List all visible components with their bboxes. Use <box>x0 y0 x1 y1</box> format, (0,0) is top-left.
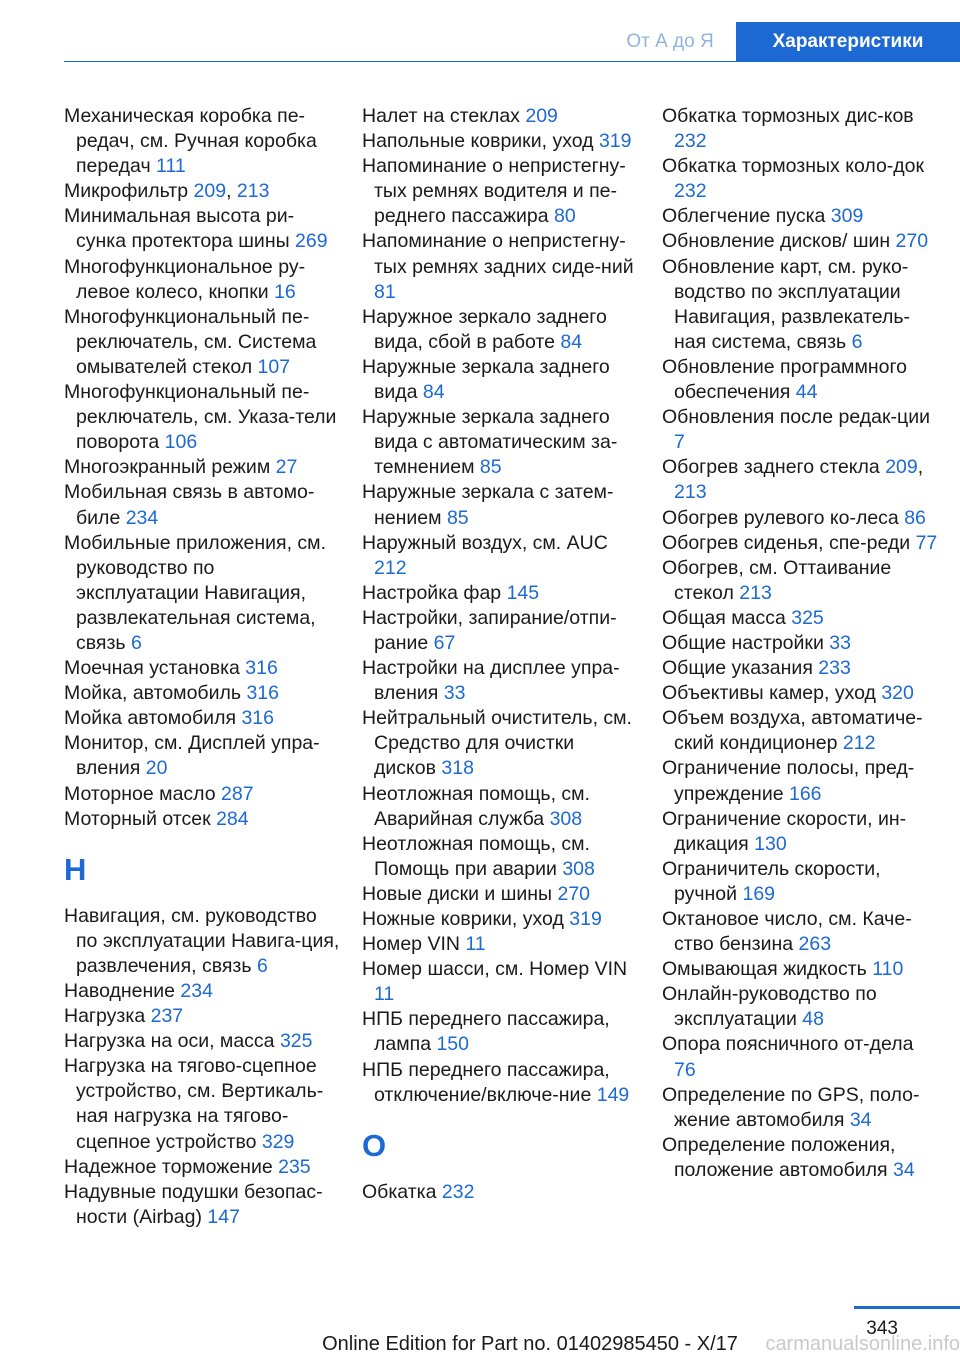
page-link[interactable]: 316 <box>246 682 279 705</box>
index-entry <box>662 807 938 857</box>
page-link[interactable]: 269 <box>295 230 328 253</box>
page-link[interactable]: 309 <box>830 205 864 228</box>
page-link[interactable]: 325 <box>279 1030 313 1053</box>
index-term: Надувные подушки безопас-ности (Airbag) <box>64 1180 323 1228</box>
index-entry <box>362 1058 638 1108</box>
page-link[interactable]: 84 <box>560 330 583 353</box>
page-link[interactable]: 111 <box>156 155 186 178</box>
index-term: Мобильные приложения, см. руководство по эксплуатации Навигация, развлекательная система, связь <box>64 531 326 654</box>
watermark: carmanualsonline.info <box>765 1333 960 1355</box>
index-term: Ограничение полосы, пред-упреждение <box>662 757 915 805</box>
index-entry <box>362 154 638 229</box>
index-term: Нагрузка на оси, масса <box>64 1030 280 1053</box>
index-entry <box>64 1180 340 1230</box>
index-term: НПБ переднего пассажира, отключение/включе-ние <box>362 1058 610 1106</box>
header-tab-a-to-z[interactable]: От А до Я <box>626 31 714 52</box>
index-entry <box>362 832 638 882</box>
index-entry <box>662 104 938 154</box>
index-entry <box>662 681 938 706</box>
index-entry <box>362 1007 638 1057</box>
page-link[interactable]: 316 <box>245 657 278 680</box>
index-term: Минимальная высота ри-сунка протектора шины <box>64 205 296 253</box>
index-term: Обновления после редак-ции <box>662 406 930 429</box>
index-entry <box>362 104 638 129</box>
page-link[interactable]: 27 <box>275 456 298 479</box>
index-entry <box>662 355 938 405</box>
index-entry <box>662 1083 938 1133</box>
page-separator: , <box>226 180 237 203</box>
index-entry <box>662 506 938 531</box>
page-link[interactable]: 11 <box>374 983 395 1006</box>
page-link[interactable]: 130 <box>754 832 787 855</box>
index-entry <box>362 405 638 480</box>
index-entry <box>662 857 938 907</box>
index-entry <box>362 907 638 932</box>
index-entry <box>662 706 938 756</box>
page-link[interactable]: 232 <box>674 130 707 153</box>
page-link[interactable]: 270 <box>895 230 929 253</box>
page-link[interactable]: 209 <box>885 456 918 479</box>
page-link[interactable]: 212 <box>842 732 876 755</box>
index-term: Ограничитель скорости, ручной <box>662 857 881 905</box>
page-link[interactable]: 7 <box>674 431 685 454</box>
index-entry <box>662 756 938 806</box>
page-link[interactable]: 80 <box>554 205 576 228</box>
page-link[interactable]: 232 <box>441 1180 475 1203</box>
index-entry <box>662 455 938 505</box>
page-link[interactable]: 325 <box>791 606 824 629</box>
page-link[interactable]: 209 <box>525 105 558 127</box>
page-link[interactable]: 33 <box>443 682 466 705</box>
index-term: Объективы камер, уход <box>662 682 882 705</box>
index-entry <box>64 782 340 807</box>
index-entry <box>362 305 638 355</box>
index-term: Многофункциональное ру-левое колесо, кнопки <box>64 255 306 303</box>
index-term: Облегчение пуска <box>662 205 831 228</box>
index-term: Мойка автомобиля <box>64 707 242 730</box>
index-term: Октановое число, см. Каче-ство бензина <box>662 908 912 956</box>
index-entry <box>362 129 638 154</box>
index-term: Напоминание о непристегну-тых ремнях задних сиде-ний <box>362 230 634 278</box>
index-term: Обновление программного обеспечения <box>662 355 908 404</box>
index-term: НПБ переднего пассажира, лампа <box>362 1008 610 1056</box>
page-link[interactable]: 169 <box>742 882 776 905</box>
index-entry <box>362 606 638 656</box>
index-term: Определение положения, положение автомобиля <box>662 1133 896 1181</box>
page-link[interactable]: 320 <box>881 682 914 705</box>
index-entry <box>662 982 938 1032</box>
index-entry <box>362 531 638 581</box>
index-term: Обкатка тормозных коло-док <box>662 155 925 178</box>
index-term: Неотложная помощь, см. Помощь при аварии <box>362 832 590 880</box>
page-link[interactable]: 232 <box>674 180 707 203</box>
page-link[interactable]: 77 <box>915 531 938 554</box>
page-link[interactable]: 11 <box>465 933 486 956</box>
section-header <box>0 22 960 62</box>
index-term: Обновление дисков/ шин <box>662 230 896 253</box>
page-link[interactable]: 6 <box>256 954 268 977</box>
index-term: Навигация, см. руководство по эксплуатации Навига-ция, развлечения, связь <box>64 904 340 977</box>
page-link[interactable]: 209 <box>193 180 227 203</box>
page-link[interactable]: 48 <box>802 1008 824 1031</box>
index-term: Напольные коврики, уход <box>362 130 599 153</box>
index-entry <box>662 154 938 204</box>
page-number: 343 <box>866 1318 898 1339</box>
index-term: Наружный воздух, см. AUC <box>362 531 608 554</box>
page-link[interactable]: 308 <box>562 857 595 880</box>
page-link[interactable]: 16 <box>274 280 296 303</box>
index-term: Обогрев рулевого ко-леса <box>662 506 905 529</box>
page-link[interactable]: 287 <box>221 782 254 805</box>
page-link[interactable]: 213 <box>674 481 707 504</box>
page-link[interactable]: 318 <box>441 757 474 780</box>
index-term: Обогрев сиденья, спе-реди <box>662 531 916 554</box>
page-link[interactable]: 106 <box>164 431 198 454</box>
index-entry <box>362 1180 638 1205</box>
index-entry <box>64 255 340 305</box>
page-link[interactable]: 84 <box>422 381 445 404</box>
index-term: Опора поясничного от-дела <box>662 1033 914 1056</box>
index-entry <box>662 1032 938 1082</box>
page-link[interactable]: 86 <box>904 506 926 529</box>
index-term: Определение по GPS, поло-жение автомобиля <box>662 1083 920 1131</box>
index-term: Напоминание о непристегну-тых ремнях водителя и пе-реднего пассажира <box>362 155 626 228</box>
page-link[interactable]: 6 <box>851 330 863 353</box>
index-entry <box>662 556 938 606</box>
index-entry <box>64 681 340 706</box>
index-entry <box>64 204 340 254</box>
index-entry <box>64 706 340 731</box>
index-term: Обогрев заднего стекла <box>662 456 886 479</box>
index-entry <box>362 957 638 1007</box>
page-link[interactable]: 147 <box>207 1205 240 1228</box>
index-term: Наружные зеркала заднего вида <box>362 355 610 404</box>
page-link[interactable]: 319 <box>569 908 602 930</box>
page-link[interactable]: 34 <box>849 1108 872 1131</box>
page-link[interactable]: 110 <box>872 958 904 981</box>
index-entry <box>662 229 938 254</box>
index-entry <box>662 656 938 681</box>
index-entry <box>362 656 638 706</box>
index-term: Мобильная связь в автомо-биле <box>64 481 315 529</box>
section-letter: Н <box>64 851 87 887</box>
index-entry <box>64 807 340 832</box>
page-link[interactable]: 263 <box>798 933 832 956</box>
index-entry <box>64 455 340 480</box>
page-link[interactable]: 20 <box>145 757 168 780</box>
page-link[interactable]: 166 <box>788 782 822 805</box>
index-entry <box>662 204 938 229</box>
index-entry <box>64 656 340 681</box>
index-entry <box>362 581 638 606</box>
index-entry <box>662 255 938 355</box>
index-entry <box>64 380 340 455</box>
index-term: Нагрузка <box>64 1005 151 1028</box>
index-term: Моторное масло <box>64 782 222 805</box>
page-link[interactable]: 233 <box>818 657 851 680</box>
header-divider <box>64 61 960 62</box>
index-entry <box>64 1029 340 1054</box>
index-term: Ограничение скорости, ин-дикация <box>662 807 907 855</box>
index-column-3 <box>662 104 938 1183</box>
index-term: Общая масса <box>662 606 792 629</box>
index-term: Настройки, запирание/отпи-рание <box>362 606 617 654</box>
index-term: Налет на стеклах <box>362 105 526 127</box>
page-link[interactable]: 67 <box>433 631 456 654</box>
index-entry <box>362 882 638 907</box>
index-term: Общие указания <box>662 657 819 680</box>
index-term: Обновление карт, см. руко-водство по эксплуатации Навигация, развлекатель-ная система, связь <box>662 255 911 353</box>
index-entry <box>662 631 938 656</box>
page-link[interactable]: 33 <box>829 631 851 654</box>
index-term: Наружные зеркала заднего вида с автоматическим за-темнением <box>362 406 618 479</box>
index-entry <box>362 706 638 781</box>
index-term: Надежное торможение <box>64 1155 279 1178</box>
index-term: Общие настройки <box>662 631 830 654</box>
index-term: Наружное зеркало заднего вида, сбой в работе <box>362 305 607 353</box>
index-term: Нагрузка на тягово-сцепное устройство, см. Вертикаль-ная нагрузка на тягово-сцепное устройство <box>64 1055 324 1153</box>
index-entry <box>64 480 340 530</box>
section-letter: О <box>362 1127 387 1163</box>
index-term: Обкатка тормозных дис-ков <box>662 105 914 127</box>
index-term: Неотложная помощь, см. Аварийная служба <box>362 782 590 830</box>
index-entry <box>64 1054 340 1154</box>
index-term: Обогрев, см. Оттаивание стекол <box>662 556 892 604</box>
page-link[interactable]: 107 <box>257 355 291 378</box>
index-term: Мойка, автомобиль <box>64 682 247 705</box>
index-term: Монитор, см. Дисплей упра-вления <box>64 732 320 780</box>
index-entry <box>64 731 340 781</box>
index-term: Механическая коробка пе-редач, см. Ручная коробка передач <box>64 105 317 178</box>
index-entry <box>662 957 938 982</box>
page-link[interactable]: 234 <box>125 506 159 529</box>
page-link[interactable]: 319 <box>598 130 632 153</box>
page-link[interactable]: 212 <box>374 556 407 579</box>
index-entry <box>662 606 938 631</box>
index-term: Моторный отсек <box>64 807 217 830</box>
index-entry <box>662 907 938 957</box>
index-term: Онлайн-руководство по эксплуатации <box>662 983 877 1031</box>
page-link[interactable]: 316 <box>241 707 274 730</box>
page-link[interactable]: 234 <box>180 980 213 1002</box>
footer-divider <box>854 1306 960 1309</box>
page-link[interactable]: 329 <box>261 1130 295 1153</box>
index-term: Ножные коврики, уход <box>362 908 570 930</box>
index-entry <box>64 305 340 380</box>
page-link[interactable]: 34 <box>893 1158 915 1181</box>
index-term: Микрофильтр <box>64 180 194 203</box>
index-entry <box>362 480 638 530</box>
page-link[interactable]: 150 <box>436 1033 469 1056</box>
index-entry <box>64 179 340 204</box>
index-term: Номер VIN <box>362 933 466 956</box>
index-term: Многофункциональный пе-реключатель, см. Указа-тели поворота <box>64 381 337 454</box>
index-entry <box>64 531 340 656</box>
index-term: Новые диски и шины <box>362 882 558 905</box>
page-link[interactable]: 235 <box>278 1155 311 1178</box>
index-entry <box>362 782 638 832</box>
page-link[interactable]: 308 <box>549 807 583 830</box>
index-term: Многофункциональный пе-реключатель, см. Система омывателей стекол <box>64 305 317 378</box>
header-tab-specifications[interactable]: Характеристики <box>736 22 960 62</box>
page-link[interactable]: 76 <box>674 1058 696 1081</box>
page-separator: , <box>917 456 924 479</box>
index-entry <box>662 405 938 455</box>
page-link[interactable]: 213 <box>739 581 772 604</box>
index-entry <box>64 104 340 179</box>
index-term: Настройка фар <box>362 581 507 604</box>
index-term: Многоэкранный режим <box>64 456 276 479</box>
index-term: Настройки на дисплее упра-вления <box>362 657 620 705</box>
index-column-1 <box>64 104 340 1230</box>
edition-text: Online Edition for Part no. 01402985450 - X/17 <box>322 1333 738 1355</box>
index-entry <box>662 1133 938 1183</box>
index-entry <box>64 904 340 979</box>
index-term: Нейтральный очиститель, см. Средство для очистки дисков <box>362 707 632 780</box>
page-link[interactable]: 85 <box>479 456 502 479</box>
page-link[interactable]: 44 <box>795 381 818 404</box>
page-link[interactable]: 6 <box>130 631 142 654</box>
index-term: Моечная установка <box>64 657 246 680</box>
index-entry <box>662 531 938 556</box>
index-column-2 <box>362 104 638 1205</box>
page-link[interactable]: 270 <box>557 882 591 905</box>
index-entry <box>64 1004 340 1029</box>
index-entry <box>362 229 638 304</box>
page-link[interactable]: 213 <box>236 180 270 203</box>
page-link[interactable]: 85 <box>446 506 469 529</box>
index-term: Объем воздуха, автоматиче-ский кондиционер <box>662 707 923 755</box>
index-term: Наружные зеркала с затем-нением <box>362 481 614 529</box>
page-link[interactable]: 149 <box>596 1083 630 1106</box>
page-link[interactable]: 237 <box>150 1005 184 1028</box>
index-entry <box>362 355 638 405</box>
page-link[interactable]: 81 <box>374 280 396 303</box>
index-entry <box>362 932 638 957</box>
page-link[interactable]: 145 <box>506 581 540 604</box>
page-link[interactable]: 284 <box>216 807 249 830</box>
index-term: Омывающая жидкость <box>662 958 873 981</box>
index-term: Номер шасси, см. Номер VIN <box>362 958 628 981</box>
index-term: Наводнение <box>64 980 181 1002</box>
index-entry <box>64 1155 340 1180</box>
index-entry <box>64 979 340 1004</box>
index-term: Обкатка <box>362 1180 442 1203</box>
